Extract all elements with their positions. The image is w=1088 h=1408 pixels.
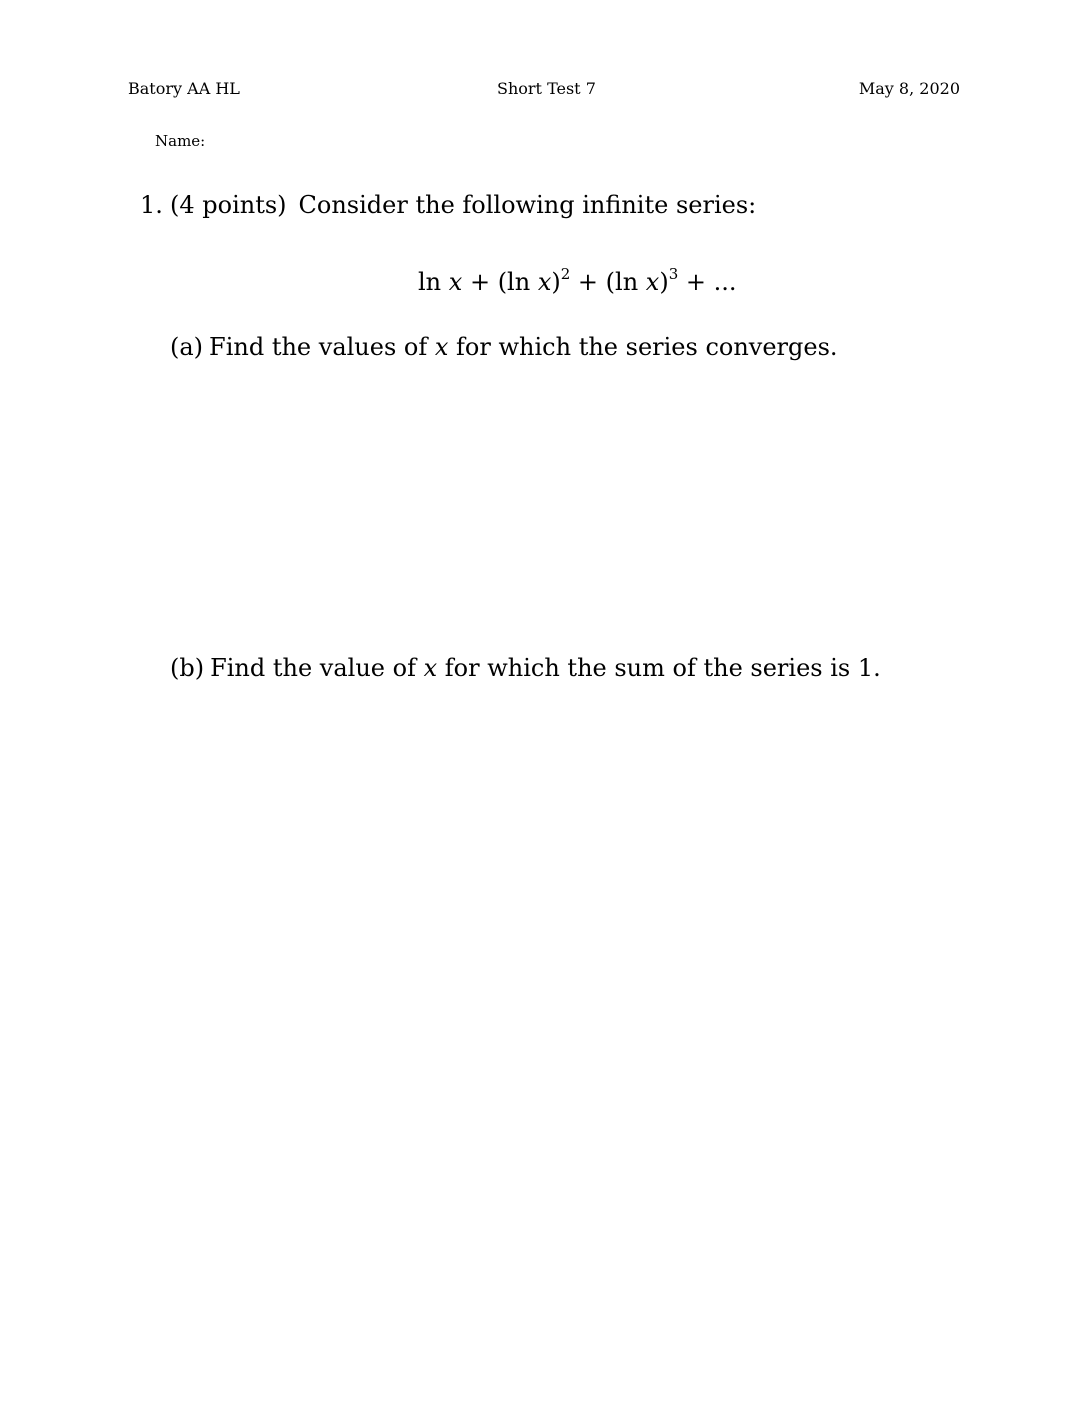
question-number: 1. [140, 191, 163, 219]
eq-var-x: x [448, 268, 463, 296]
part-b-var: x [423, 654, 438, 682]
part-b-text-end: for which the sum of the series is 1. [437, 654, 881, 682]
eq-term-3-close: ) [659, 268, 669, 296]
part-a-label: (a) [170, 333, 204, 361]
series-equation [418, 258, 737, 300]
eq-term-3-open: + (ln [570, 268, 646, 296]
question-prompt: Consider the following infinite series: [298, 191, 757, 219]
test-title: Short Test 7 [497, 79, 596, 98]
part-a-text-end: for which the series converges. [448, 333, 838, 361]
part-b-label: (b) [170, 654, 205, 682]
eq-exponent-2: 2 [560, 265, 571, 283]
course-name: Batory AA HL [128, 79, 240, 98]
eq-exponent-3: 3 [668, 265, 679, 283]
question-points: (4 points) [170, 191, 287, 219]
eq-term-2-close: ) [551, 268, 561, 296]
eq-var-x: x [645, 268, 660, 296]
eq-var-x: x [537, 268, 552, 296]
part-a-text: Find the values of [209, 333, 435, 361]
eq-ln: ln [418, 268, 442, 296]
name-label: Name: [155, 132, 206, 150]
part-a [170, 330, 838, 364]
page-header [0, 77, 1088, 101]
eq-ellipsis: + ... [678, 268, 737, 296]
part-a-var: x [434, 333, 449, 361]
eq-term-2-open: + (ln [462, 268, 538, 296]
part-b-text: Find the value of [210, 654, 424, 682]
question-1 [140, 188, 756, 222]
test-date: May 8, 2020 [858, 79, 960, 98]
part-b [170, 651, 881, 685]
